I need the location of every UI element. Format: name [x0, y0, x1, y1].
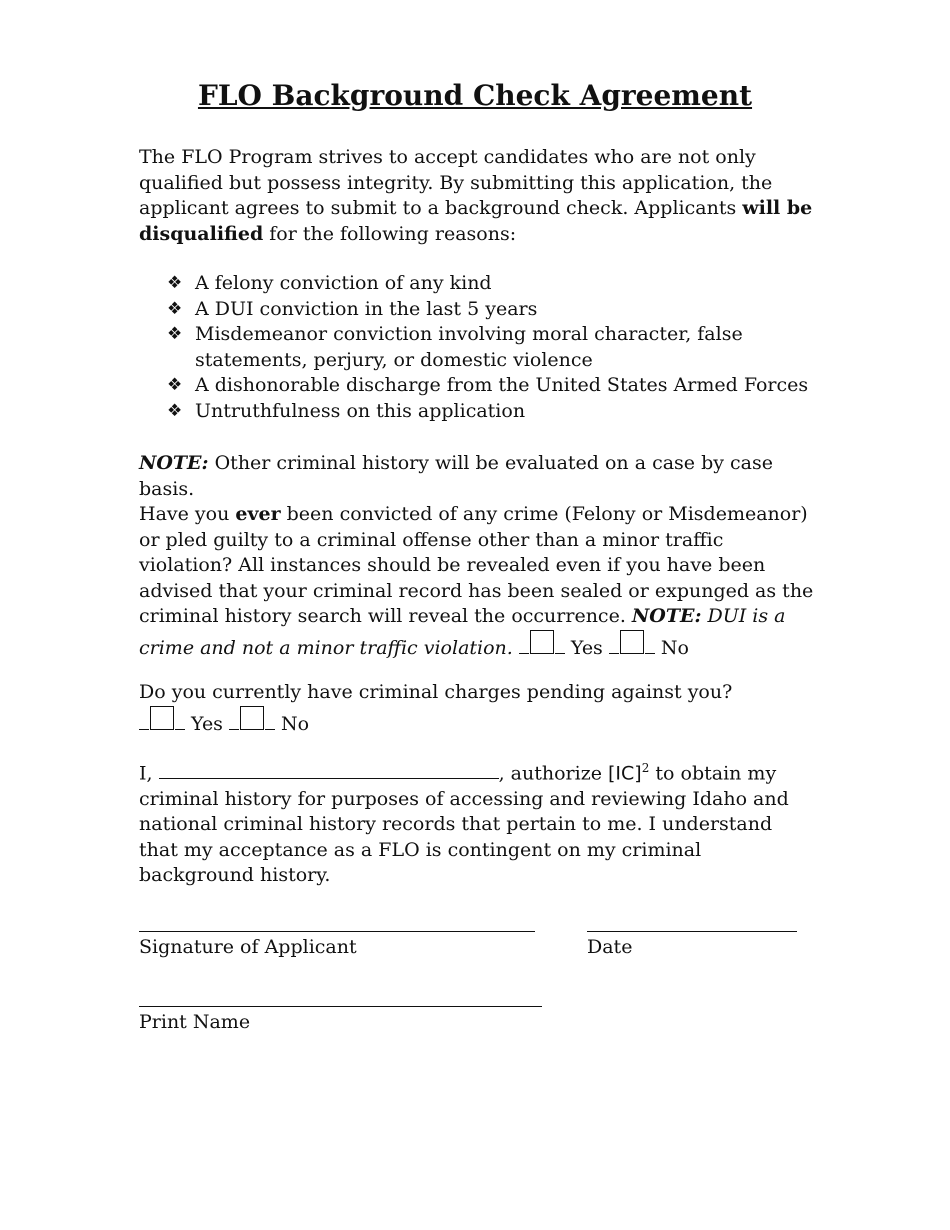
print-name-label: Print Name: [139, 1011, 251, 1033]
diamond-bullet-icon: ❖: [167, 375, 183, 395]
diamond-bullet-icon: ❖: [167, 400, 183, 421]
disqualification-list: [167, 271, 817, 424]
signature-label: Signature of Applicant: [139, 936, 357, 958]
diamond-bullet-icon: ❖: [167, 298, 183, 319]
intro-paragraph: The FLO Program strives to accept candidates who are not only qualified but possess integrity. By submitting this application, the applicant agrees to submit to a background check. Applicants will be disqualified for the following reasons:: [139, 146, 813, 245]
list-item: ❖ A felony conviction of any kind: [167, 271, 817, 297]
question-pending-charges: Do you currently have criminal charges pending against you? Yes No: [139, 681, 733, 735]
convicted-yes-checkbox[interactable]: [530, 630, 554, 654]
convicted-no-checkbox[interactable]: [620, 630, 644, 654]
authorization-paragraph: I, , authorize [IC]$^2$ to obtain my criminal history for purposes of accessing and reviewing Idaho and national criminal history records that pertain to me. I understand that my acceptance as a FLO is contingent on my criminal background history.: [139, 761, 789, 887]
question-convicted: Have you ever been convicted of any crime (Felony or Misdemeanor) or pled guilty to a criminal offense other than a minor traffic violation? All instances should be revealed even if you have been advised that your criminal record has been sealed or expunged as the criminal history search will reveal the occurrence. NOTE: DUI is a crime and not a minor traffic violation. Yes No: [139, 503, 814, 659]
note-paragraph: NOTE: Other criminal history will be evaluated on a case by case basis.: [139, 452, 773, 500]
pending-no-checkbox[interactable]: [240, 706, 264, 730]
page-title: FLO Background Check Agreement: [197, 79, 753, 112]
diamond-bullet-icon: ❖: [167, 273, 183, 293]
diamond-bullet-icon: ❖: [167, 324, 183, 344]
pending-yes-checkbox[interactable]: [150, 706, 174, 730]
list-item: ❖ Untruthfulness on this application: [167, 399, 817, 425]
list-item: ❖ A dishonorable discharge from the United States Armed Forces: [167, 373, 817, 399]
list-item: ❖ Misdemeanor conviction involving moral character, false statements, perjury, or domestic violence: [167, 323, 743, 371]
print-name-line[interactable]: [139, 1005, 542, 1007]
date-line[interactable]: [587, 930, 797, 932]
list-item: ❖ A DUI conviction in the last 5 years: [167, 297, 817, 323]
signature-line[interactable]: [139, 930, 535, 932]
date-label: Date: [587, 936, 633, 958]
applicant-name-field[interactable]: [159, 760, 499, 779]
